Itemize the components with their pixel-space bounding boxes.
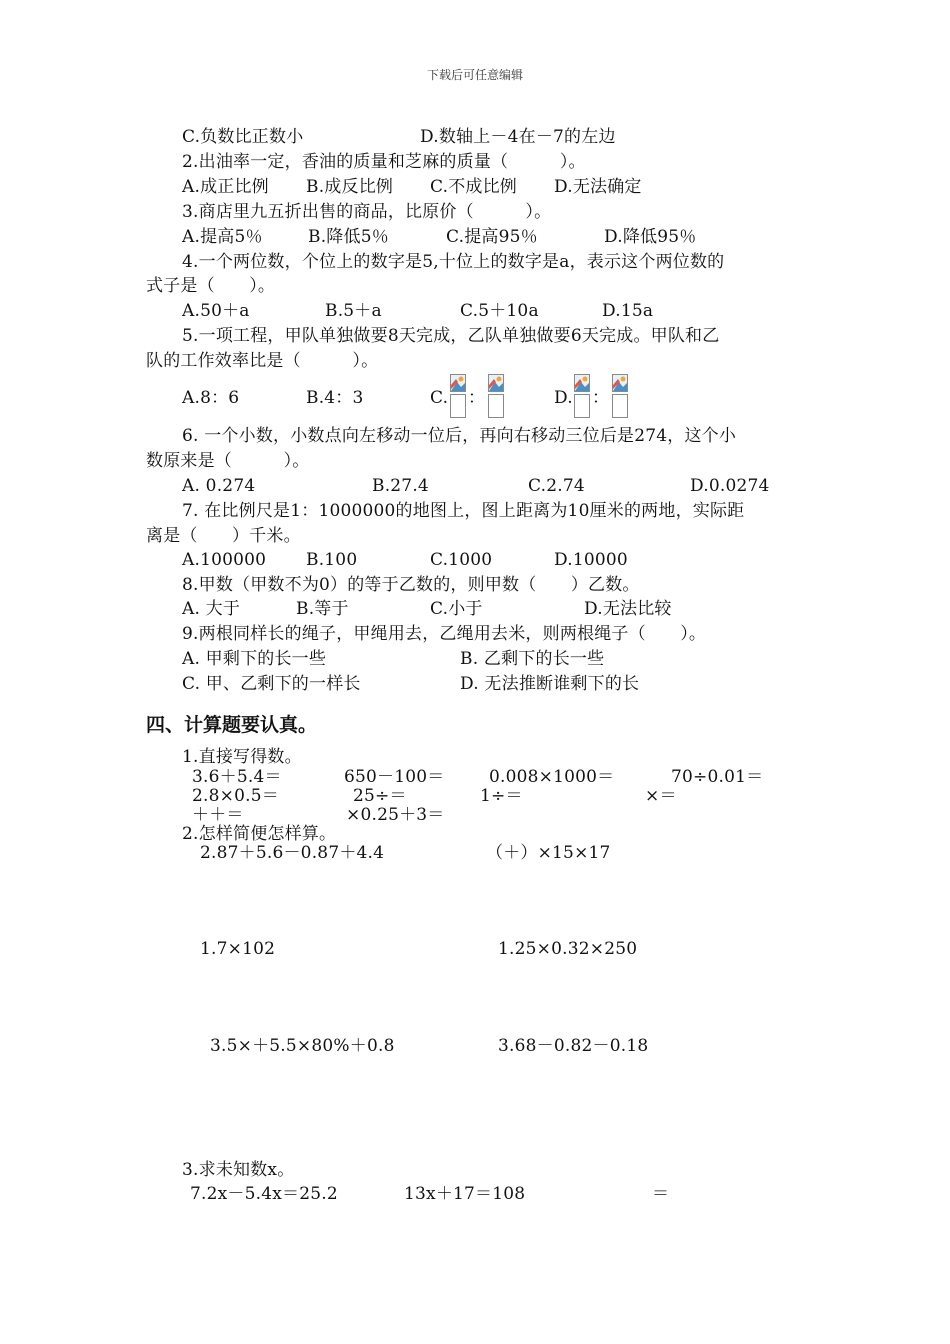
q1-option-d: D.数轴上－4在－7的左边: [420, 127, 616, 147]
section-heading: 四、计算题要认真。: [146, 714, 318, 736]
equation: ＝: [652, 1184, 670, 1204]
q7-option-b: B.100: [306, 550, 358, 570]
q5-option-a: A.8：6: [182, 388, 240, 408]
q3-option-b: B.降低5％: [308, 227, 389, 247]
q3-option-c: C.提高95％: [446, 227, 538, 247]
q7-option-a: A.100000: [182, 550, 267, 570]
q8-option-a: A. 大于: [182, 599, 241, 619]
q5-option-d: D.: [554, 388, 573, 408]
q8-option-d: D.无法比较: [584, 599, 672, 619]
q8-option-b: B.等于: [296, 599, 349, 619]
simplify-expression: 3.5×＋5.5×80%＋0.8: [210, 1036, 395, 1056]
q2-option-b: B.成反比例: [306, 177, 394, 197]
part2-title: 2.怎样简便怎样算。: [182, 824, 337, 844]
mental-math-item: 70÷0.01＝: [671, 767, 764, 787]
q3-option-d: D.降低95％: [604, 227, 697, 247]
q1-option-c: C.负数比正数小: [182, 127, 304, 147]
q7-option-d: D.10000: [554, 550, 628, 570]
part1-title: 1.直接写得数。: [182, 747, 302, 767]
mental-math-item: 2.8×0.5＝: [192, 786, 279, 806]
q7-stem-line1: 7. 在比例尺是1：1000000的地图上，图上距离为10厘米的两地，实际距: [182, 501, 745, 521]
page-header: 下载后可任意编辑: [426, 68, 523, 82]
fraction-denominator-box: [574, 394, 590, 418]
broken-image-icon: [612, 374, 628, 392]
q4-stem-line2: 式子是（ ）。: [146, 276, 276, 296]
broken-image-icon: [488, 374, 504, 392]
q5-option-c: C.: [430, 388, 449, 408]
equation: 7.2x－5.4x＝25.2: [190, 1184, 338, 1204]
q2-option-d: D.无法确定: [554, 177, 642, 197]
q6-option-a: A. 0.274: [182, 476, 256, 496]
simplify-expression: 1.25×0.32×250: [498, 939, 638, 959]
q5-stem-line2: 队的工作效率比是（ ）。: [146, 351, 379, 371]
mental-math-item: ＋＋＝: [192, 805, 244, 825]
q7-stem-line2: 离是（ ）千米。: [146, 526, 301, 546]
q6-stem-line1: 6. 一个小数，小数点向左移动一位后，再向右移动三位后是274，这个小: [182, 426, 737, 446]
q9-stem: 9.两根同样长的绳子，甲绳用去，乙绳用去米，则两根绳子（ ）。: [182, 624, 707, 644]
q9-option-a: A. 甲剩下的长一些: [182, 649, 327, 669]
q3-option-a: A.提高5％: [182, 227, 263, 247]
q5-stem-line1: 5.一项工程，甲队单独做要8天完成，乙队单独做要6天完成。甲队和乙: [182, 326, 720, 346]
q8-option-c: C.小于: [430, 599, 483, 619]
fraction-denominator-box: [488, 394, 504, 418]
mental-math-item: ×0.25＋3＝: [346, 805, 445, 825]
fraction-denominator-box: [450, 394, 466, 418]
simplify-expression: 1.7×102: [200, 939, 276, 959]
simplify-expression: （＋）×15×17: [486, 843, 611, 863]
q9-option-b: B. 乙剩下的长一些: [460, 649, 605, 669]
fraction-denominator-box: [612, 394, 628, 418]
broken-image-icon: [450, 374, 466, 392]
mental-math-item: 0.008×1000＝: [489, 767, 615, 787]
q4-option-c: C.5＋10a: [460, 301, 539, 321]
equation: 13x＋17＝108: [404, 1184, 526, 1204]
q6-option-c: C.2.74: [528, 476, 585, 496]
q4-stem-line1: 4.一个两位数，个位上的数字是5,十位上的数字是a，表示这个两位数的: [182, 252, 725, 272]
q5-d-colon: ：: [592, 388, 610, 408]
mental-math-item: ×＝: [645, 786, 677, 806]
q3-stem: 3.商店里九五折出售的商品，比原价（ ）。: [182, 202, 552, 222]
q5-c-colon: ：: [468, 388, 486, 408]
q5-d-fraction-right: [612, 374, 628, 418]
q5-d-fraction-left: [574, 374, 590, 418]
q4-option-b: B.5＋a: [325, 301, 382, 321]
broken-image-icon: [574, 374, 590, 392]
q6-option-d: D.0.0274: [690, 476, 770, 496]
simplify-expression: 2.87＋5.6－0.87＋4.4: [200, 843, 385, 863]
q2-option-a: A.成正比例: [182, 177, 269, 197]
q8-stem: 8.甲数（甲数不为0）的等于乙数的，则甲数（ ）乙数。: [182, 575, 640, 595]
q5-option-b: B.4：3: [306, 388, 364, 408]
q5-c-fraction-left: [450, 374, 466, 418]
q6-option-b: B.27.4: [372, 476, 429, 496]
q7-option-c: C.1000: [430, 550, 493, 570]
mental-math-item: 1÷＝: [480, 786, 523, 806]
q2-stem: 2.出油率一定，香油的质量和芝麻的质量（ ）。: [182, 152, 586, 172]
q4-option-a: A.50＋a: [182, 301, 250, 321]
q5-c-fraction-right: [488, 374, 504, 418]
mental-math-item: 650－100＝: [344, 767, 445, 787]
part3-title: 3.求未知数x。: [182, 1160, 295, 1180]
q6-stem-line2: 数原来是（ ）。: [146, 451, 310, 471]
q9-option-c: C. 甲、乙剩下的一样长: [182, 674, 361, 694]
mental-math-item: 3.6＋5.4＝: [192, 767, 282, 787]
simplify-expression: 3.68－0.82－0.18: [498, 1036, 649, 1056]
mental-math-item: 25÷＝: [353, 786, 407, 806]
q4-option-d: D.15a: [602, 301, 654, 321]
q2-option-c: C.不成比例: [430, 177, 518, 197]
q9-option-d: D. 无法推断谁剩下的长: [460, 674, 640, 694]
